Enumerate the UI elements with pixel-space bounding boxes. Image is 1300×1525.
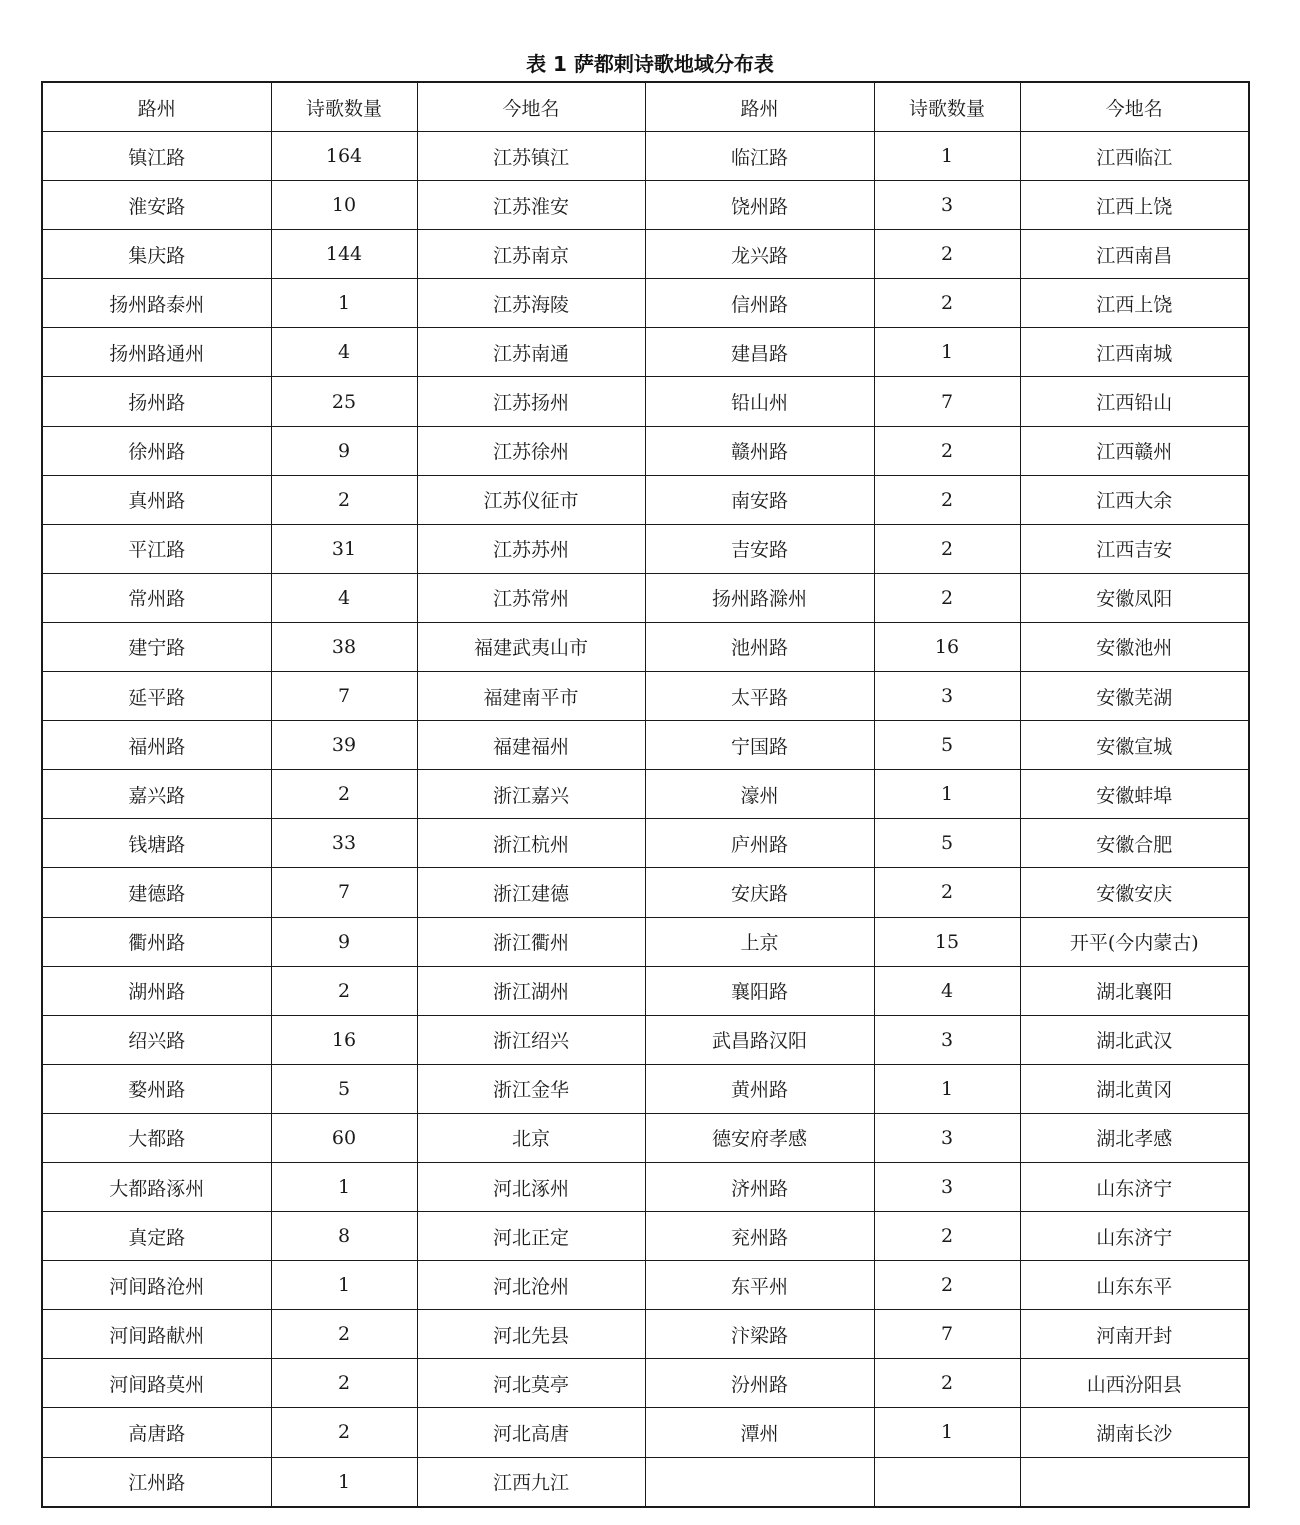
table-row: [42, 819, 1249, 868]
table-row: [42, 672, 1249, 721]
poem-count-cell: 1: [271, 1261, 417, 1310]
modern-place-cell: 浙江湖州: [417, 966, 645, 1015]
poem-count-cell: 1: [271, 1457, 417, 1507]
poem-count-cell: 60: [271, 1113, 417, 1162]
modern-place-cell: 湖北襄阳: [1020, 966, 1249, 1015]
route-name-cell: 扬州路通州: [42, 328, 271, 377]
route-name-cell: 武昌路汉阳: [645, 1015, 874, 1064]
route-name-cell: 河间路献州: [42, 1310, 271, 1359]
modern-place-cell: 山东东平: [1020, 1261, 1249, 1310]
poem-count-cell: 2: [271, 1310, 417, 1359]
modern-place-cell: 安徽蚌埠: [1020, 770, 1249, 819]
poem-count-cell: 15: [874, 917, 1020, 966]
route-name-cell: 淮安路: [42, 181, 271, 230]
poem-count-cell: 3: [874, 1162, 1020, 1211]
table-row: [42, 524, 1249, 573]
modern-place-cell: 江苏镇江: [417, 132, 645, 181]
table-row: [42, 230, 1249, 279]
route-name-cell: 钱塘路: [42, 819, 271, 868]
table-row: [42, 770, 1249, 819]
modern-place-cell: 河北沧州: [417, 1261, 645, 1310]
poem-count-cell: 4: [874, 966, 1020, 1015]
route-name-cell: 衢州路: [42, 917, 271, 966]
route-name-cell: 兖州路: [645, 1212, 874, 1261]
route-name-cell: 濠州: [645, 770, 874, 819]
poem-count-cell: 2: [874, 1212, 1020, 1261]
poem-count-cell: 3: [874, 672, 1020, 721]
modern-place-cell: 开平(今内蒙古): [1020, 917, 1249, 966]
poem-count-cell: 2: [874, 573, 1020, 622]
modern-place-cell: 江西南昌: [1020, 230, 1249, 279]
modern-place-cell: 福建武夷山市: [417, 622, 645, 671]
poem-count-cell: 5: [874, 721, 1020, 770]
modern-place-cell: 安徽合肥: [1020, 819, 1249, 868]
route-name-cell: 扬州路泰州: [42, 279, 271, 328]
poem-count-cell: 16: [874, 622, 1020, 671]
route-name-cell: 庐州路: [645, 819, 874, 868]
poem-count-cell: 1: [271, 279, 417, 328]
poem-count-cell: 2: [874, 868, 1020, 917]
table-row: [42, 622, 1249, 671]
modern-place-cell: 江西上饶: [1020, 279, 1249, 328]
route-name-cell: 真州路: [42, 475, 271, 524]
poem-count-cell: 10: [271, 181, 417, 230]
route-name-cell: 婺州路: [42, 1064, 271, 1113]
modern-place-cell: 河北正定: [417, 1212, 645, 1261]
route-name-cell: 南安路: [645, 475, 874, 524]
table-row: [42, 475, 1249, 524]
route-name-cell: 安庆路: [645, 868, 874, 917]
poem-count-cell: 2: [271, 770, 417, 819]
modern-place-cell: 安徽池州: [1020, 622, 1249, 671]
route-name-cell: 常州路: [42, 573, 271, 622]
modern-place-cell: 浙江衢州: [417, 917, 645, 966]
route-name-cell: 扬州路: [42, 377, 271, 426]
poem-count-cell: 16: [271, 1015, 417, 1064]
modern-place-cell: 江苏扬州: [417, 377, 645, 426]
modern-place-cell: 江苏淮安: [417, 181, 645, 230]
route-name-cell: 建宁路: [42, 622, 271, 671]
modern-place-cell: 山东济宁: [1020, 1212, 1249, 1261]
modern-place-cell: 河北先县: [417, 1310, 645, 1359]
poem-count-cell: 3: [874, 1113, 1020, 1162]
poem-count-cell: 2: [874, 279, 1020, 328]
modern-place-cell: 江苏常州: [417, 573, 645, 622]
route-name-cell: 建昌路: [645, 328, 874, 377]
modern-place-cell: 山东济宁: [1020, 1162, 1249, 1211]
modern-place-cell: 江苏南通: [417, 328, 645, 377]
header-row: [42, 82, 1249, 132]
poetry-distribution-table: [41, 81, 1250, 1508]
route-name-cell: 嘉兴路: [42, 770, 271, 819]
poem-count-cell: 164: [271, 132, 417, 181]
table-row: [42, 1359, 1249, 1408]
table-row: [42, 868, 1249, 917]
table-row: [42, 132, 1249, 181]
modern-place-cell: 浙江杭州: [417, 819, 645, 868]
modern-place-cell: 江西上饶: [1020, 181, 1249, 230]
route-name-cell: 高唐路: [42, 1408, 271, 1457]
poem-count-cell: 1: [271, 1162, 417, 1211]
poem-count-cell: 1: [874, 132, 1020, 181]
route-name-cell: 福州路: [42, 721, 271, 770]
modern-place-cell: [1020, 1457, 1249, 1507]
route-name-cell: 大都路: [42, 1113, 271, 1162]
table-row: [42, 181, 1249, 230]
route-name-cell: 河间路沧州: [42, 1261, 271, 1310]
poem-count-cell: 38: [271, 622, 417, 671]
poem-count-cell: 33: [271, 819, 417, 868]
modern-place-cell: 安徽芜湖: [1020, 672, 1249, 721]
route-name-cell: 黄州路: [645, 1064, 874, 1113]
route-name-cell: 池州路: [645, 622, 874, 671]
poem-count-cell: 8: [271, 1212, 417, 1261]
modern-place-cell: 山西汾阳县: [1020, 1359, 1249, 1408]
poem-count-cell: [874, 1457, 1020, 1507]
modern-place-cell: 江西大余: [1020, 475, 1249, 524]
modern-place-cell: 江西南城: [1020, 328, 1249, 377]
modern-place-cell: 湖北孝感: [1020, 1113, 1249, 1162]
poem-count-cell: 7: [874, 377, 1020, 426]
modern-place-cell: 江西九江: [417, 1457, 645, 1507]
modern-place-cell: 河北涿州: [417, 1162, 645, 1211]
poem-count-cell: 1: [874, 1064, 1020, 1113]
route-name-cell: 绍兴路: [42, 1015, 271, 1064]
poem-count-cell: 4: [271, 328, 417, 377]
modern-place-cell: 江西赣州: [1020, 426, 1249, 475]
modern-place-cell: 江西吉安: [1020, 524, 1249, 573]
poem-count-cell: 1: [874, 770, 1020, 819]
modern-place-cell: 江苏苏州: [417, 524, 645, 573]
poem-count-cell: 2: [874, 475, 1020, 524]
table-row: [42, 1261, 1249, 1310]
route-name-cell: 湖州路: [42, 966, 271, 1015]
header-cell: 诗歌数量: [271, 82, 417, 132]
route-name-cell: 河间路莫州: [42, 1359, 271, 1408]
modern-place-cell: 河北高唐: [417, 1408, 645, 1457]
header-cell: 今地名: [417, 82, 645, 132]
poem-count-cell: 2: [874, 426, 1020, 475]
modern-place-cell: 江西临江: [1020, 132, 1249, 181]
route-name-cell: 汾州路: [645, 1359, 874, 1408]
table-row: [42, 917, 1249, 966]
table-row: [42, 1113, 1249, 1162]
header-cell: 诗歌数量: [874, 82, 1020, 132]
route-name-cell: 汴梁路: [645, 1310, 874, 1359]
route-name-cell: 赣州路: [645, 426, 874, 475]
route-name-cell: 铅山州: [645, 377, 874, 426]
modern-place-cell: 江苏仪征市: [417, 475, 645, 524]
route-name-cell: 宁国路: [645, 721, 874, 770]
header-cell: 路州: [42, 82, 271, 132]
route-name-cell: 上京: [645, 917, 874, 966]
table-row: [42, 328, 1249, 377]
modern-place-cell: 河北莫亭: [417, 1359, 645, 1408]
modern-place-cell: 湖北武汉: [1020, 1015, 1249, 1064]
route-name-cell: 济州路: [645, 1162, 874, 1211]
route-name-cell: 建德路: [42, 868, 271, 917]
route-name-cell: 平江路: [42, 524, 271, 573]
route-name-cell: 吉安路: [645, 524, 874, 573]
route-name-cell: 延平路: [42, 672, 271, 721]
poem-count-cell: 25: [271, 377, 417, 426]
poem-count-cell: 2: [271, 966, 417, 1015]
modern-place-cell: 安徽安庆: [1020, 868, 1249, 917]
poem-count-cell: 39: [271, 721, 417, 770]
poem-count-cell: 3: [874, 1015, 1020, 1064]
table-row: [42, 1015, 1249, 1064]
route-name-cell: 饶州路: [645, 181, 874, 230]
modern-place-cell: 江苏南京: [417, 230, 645, 279]
route-name-cell: 真定路: [42, 1212, 271, 1261]
modern-place-cell: 安徽宣城: [1020, 721, 1249, 770]
poem-count-cell: 5: [271, 1064, 417, 1113]
table-row: [42, 1064, 1249, 1113]
poem-count-cell: 3: [874, 181, 1020, 230]
poem-count-cell: 2: [874, 1261, 1020, 1310]
table-row: [42, 1162, 1249, 1211]
modern-place-cell: 浙江金华: [417, 1064, 645, 1113]
route-name-cell: [645, 1457, 874, 1507]
route-name-cell: 东平州: [645, 1261, 874, 1310]
header-cell: 路州: [645, 82, 874, 132]
route-name-cell: 太平路: [645, 672, 874, 721]
poem-count-cell: 7: [271, 672, 417, 721]
modern-place-cell: 湖北黄冈: [1020, 1064, 1249, 1113]
route-name-cell: 襄阳路: [645, 966, 874, 1015]
poem-count-cell: 1: [874, 1408, 1020, 1457]
modern-place-cell: 浙江建德: [417, 868, 645, 917]
poem-count-cell: 7: [874, 1310, 1020, 1359]
route-name-cell: 集庆路: [42, 230, 271, 279]
route-name-cell: 临江路: [645, 132, 874, 181]
modern-place-cell: 浙江嘉兴: [417, 770, 645, 819]
table-row: [42, 1212, 1249, 1261]
route-name-cell: 江州路: [42, 1457, 271, 1507]
poem-count-cell: 2: [271, 1359, 417, 1408]
table-row: [42, 279, 1249, 328]
table-row: [42, 426, 1249, 475]
modern-place-cell: 安徽凤阳: [1020, 573, 1249, 622]
route-name-cell: 大都路涿州: [42, 1162, 271, 1211]
modern-place-cell: 福建南平市: [417, 672, 645, 721]
table-body: [42, 132, 1249, 1508]
table-row: [42, 1310, 1249, 1359]
header-cell: 今地名: [1020, 82, 1249, 132]
modern-place-cell: 北京: [417, 1113, 645, 1162]
poem-count-cell: 7: [271, 868, 417, 917]
table-row: [42, 377, 1249, 426]
route-name-cell: 德安府孝感: [645, 1113, 874, 1162]
poem-count-cell: 31: [271, 524, 417, 573]
modern-place-cell: 江苏海陵: [417, 279, 645, 328]
table-row: [42, 721, 1249, 770]
route-name-cell: 扬州路滁州: [645, 573, 874, 622]
poem-count-cell: 2: [874, 1359, 1020, 1408]
poem-count-cell: 2: [271, 475, 417, 524]
modern-place-cell: 浙江绍兴: [417, 1015, 645, 1064]
poem-count-cell: 2: [874, 230, 1020, 279]
route-name-cell: 潭州: [645, 1408, 874, 1457]
modern-place-cell: 湖南长沙: [1020, 1408, 1249, 1457]
modern-place-cell: 江西铅山: [1020, 377, 1249, 426]
poem-count-cell: 1: [874, 328, 1020, 377]
route-name-cell: 镇江路: [42, 132, 271, 181]
poem-count-cell: 9: [271, 917, 417, 966]
table-row: [42, 966, 1249, 1015]
route-name-cell: 龙兴路: [645, 230, 874, 279]
modern-place-cell: 福建福州: [417, 721, 645, 770]
table-title: 表 1 萨都剌诗歌地域分布表: [526, 52, 774, 76]
table-row: [42, 573, 1249, 622]
poem-count-cell: 144: [271, 230, 417, 279]
poem-count-cell: 2: [271, 1408, 417, 1457]
modern-place-cell: 河南开封: [1020, 1310, 1249, 1359]
table-row: [42, 1408, 1249, 1457]
poem-count-cell: 4: [271, 573, 417, 622]
poem-count-cell: 9: [271, 426, 417, 475]
poem-count-cell: 5: [874, 819, 1020, 868]
route-name-cell: 徐州路: [42, 426, 271, 475]
poem-count-cell: 2: [874, 524, 1020, 573]
route-name-cell: 信州路: [645, 279, 874, 328]
modern-place-cell: 江苏徐州: [417, 426, 645, 475]
table-row: [42, 1457, 1249, 1507]
